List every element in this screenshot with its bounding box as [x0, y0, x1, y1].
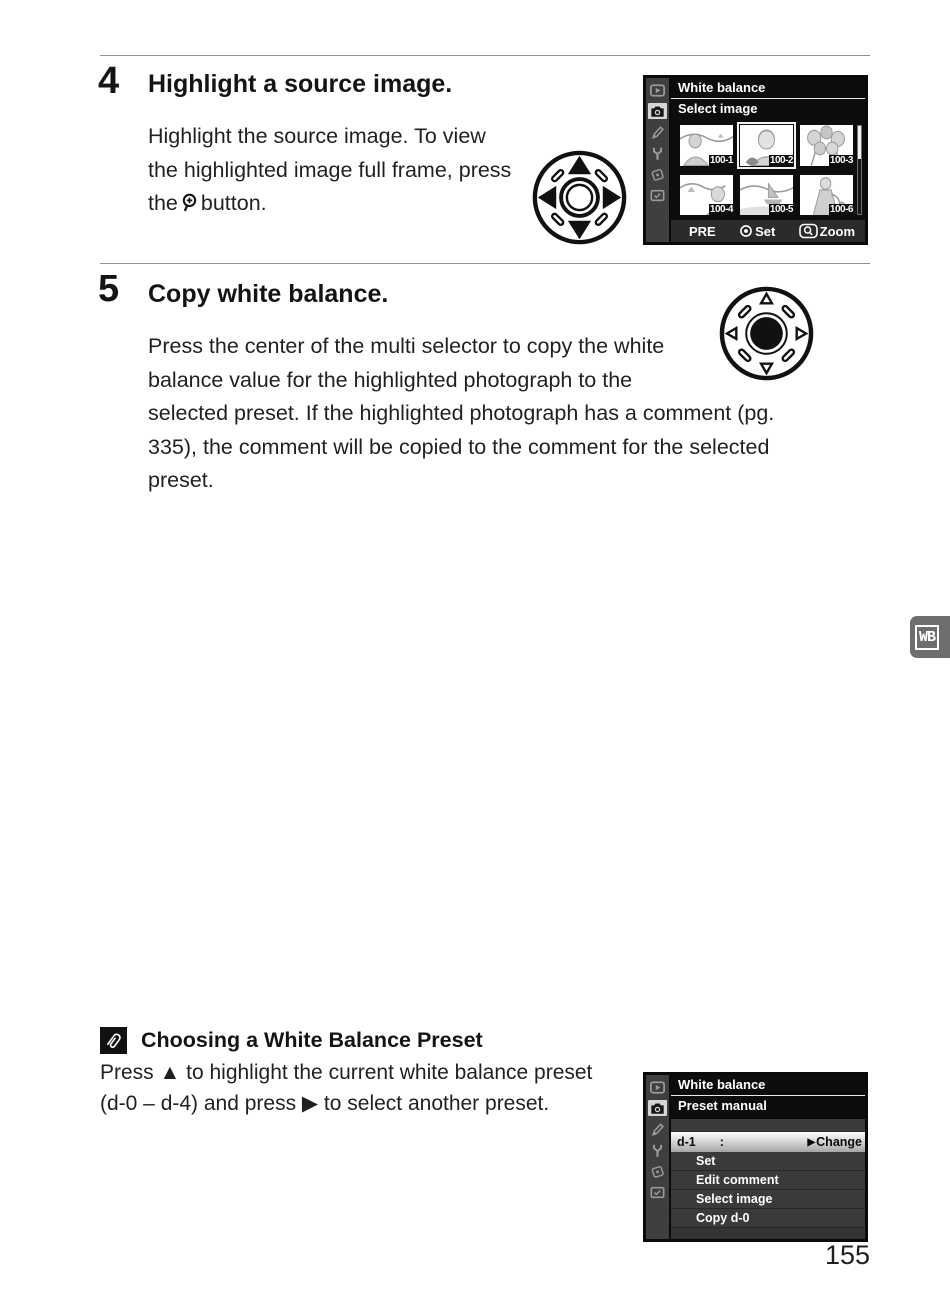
note-body: Press ▲ to highlight the current white balance preset (d-0 – d-4) and press ▶ to select another preset. [100, 1061, 593, 1115]
menu-row-selected [671, 1132, 865, 1152]
setup-wrench-icon [648, 1142, 667, 1158]
zoom-button-icon [799, 223, 818, 239]
lcd-subtitle: Select image [678, 101, 758, 116]
pre-label: PRE [689, 223, 716, 239]
camera-lcd-preset-manual [643, 1072, 868, 1242]
set-hint [739, 224, 775, 239]
menu-row: Set [671, 1152, 865, 1171]
zoom-label: Zoom [819, 223, 856, 239]
lcd-main-area [671, 1075, 865, 1239]
recent-settings-icon [648, 1184, 667, 1200]
multi-selector-center-icon [739, 224, 753, 238]
note-heading [100, 1027, 483, 1054]
step-body-text: button. [200, 191, 267, 215]
note-title: Choosing a White Balance Preset [141, 1028, 483, 1052]
thumbnail [800, 125, 853, 166]
step-body [148, 330, 816, 498]
retouch-icon [648, 1163, 667, 1179]
step-body [148, 120, 520, 221]
multi-selector-arrows-icon [531, 149, 628, 246]
section-divider [100, 55, 870, 56]
menu-fill [671, 1228, 865, 1239]
menu-tab-sidebar [646, 1075, 671, 1239]
page-number: 155 [824, 1240, 870, 1270]
thumbnail [680, 175, 733, 216]
camera-lcd-select-image [643, 75, 868, 245]
menu-list [671, 1117, 865, 1239]
multi-selector-center-press-icon [717, 284, 816, 383]
step-number: 5 [98, 268, 120, 310]
lcd-title: White balance [671, 1075, 865, 1096]
thumbnail-selected [740, 125, 793, 166]
thumbnail-label: 100-1 [709, 154, 733, 166]
thumbnail [800, 175, 853, 216]
thumbnail-label: 100-2 [769, 154, 793, 166]
thumbnail-grid [671, 120, 865, 218]
step-number: 4 [98, 60, 120, 102]
playback-icon [648, 82, 667, 98]
section-divider [100, 263, 870, 264]
chapter-tab-wb [910, 616, 950, 658]
wb-symbol: WB [915, 625, 939, 650]
playback-icon [648, 1079, 667, 1095]
thumbnail-label: 100-5 [769, 204, 793, 215]
menu-row: Edit comment [671, 1171, 865, 1190]
menu-row: Select image [671, 1190, 865, 1209]
scrollbar-thumb [858, 126, 861, 159]
menu-tab-sidebar [646, 78, 671, 242]
thumbnail-label: 100-4 [709, 204, 733, 215]
scrollbar [857, 125, 862, 215]
shooting-menu-icon [648, 103, 667, 119]
preset-separator: : [719, 1135, 724, 1149]
change-action [807, 1135, 862, 1149]
step-title: Highlight a source image. [148, 70, 453, 98]
step-body-text: Press the center of the multi selector to copy the white balance value for the highlighted photograph to the selected preset. If the highlighted photograph has a comment (pg. 335), the comment will be copied to the comment for the selected preset. [148, 334, 775, 492]
zoom-in-magnifier-icon [180, 193, 199, 213]
right-arrow-icon: ▶ [807, 1136, 816, 1148]
lcd-subtitle: Preset manual [678, 1098, 767, 1113]
preset-name: d-1 [677, 1135, 696, 1149]
zoom-hint [799, 223, 855, 239]
step-title: Copy white balance. [148, 280, 389, 308]
pencil-icon [648, 1121, 667, 1137]
menu-row: Copy d-0 [671, 1209, 865, 1228]
shooting-menu-icon [648, 1100, 667, 1116]
recent-settings-icon [648, 187, 667, 203]
lcd-main-area [671, 78, 865, 242]
thumbnail-label: 100-6 [829, 204, 853, 215]
thumbnail [740, 175, 793, 216]
thumbnail [680, 125, 733, 166]
setup-wrench-icon [648, 145, 667, 161]
thumbnail-label: 100-3 [829, 154, 853, 166]
set-label: Set [755, 223, 776, 239]
pencil-icon [648, 124, 667, 140]
change-label: Change [816, 1135, 862, 1149]
step-body-text: Highlight the source image. To view the highlighted image full frame, press the [148, 124, 512, 215]
lcd-footer-bar [671, 218, 865, 242]
retouch-icon [648, 166, 667, 182]
lcd-title: White balance [671, 78, 865, 99]
paperclip-note-icon [100, 1027, 127, 1054]
menu-spacer [671, 1119, 865, 1132]
